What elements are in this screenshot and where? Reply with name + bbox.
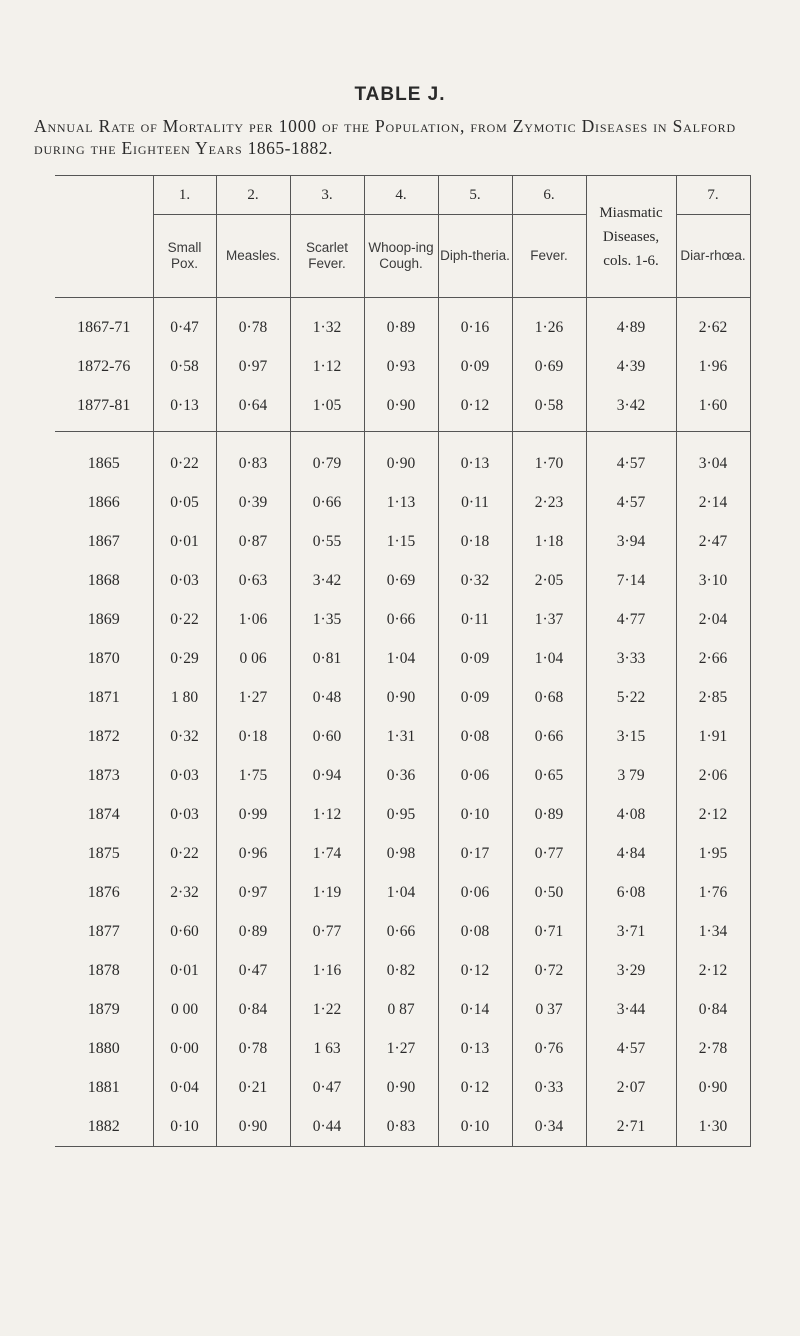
row-year: 1870: [55, 639, 153, 678]
rate-cell: 0·78: [216, 1029, 290, 1068]
rate-cell: 0·83: [216, 432, 290, 484]
rate-cell: 0·03: [153, 795, 216, 834]
table-heading: TABLE J.: [354, 84, 446, 105]
rate-cell: 0·66: [290, 483, 364, 522]
row-year: 1865: [55, 432, 153, 484]
rate-cell: 0·47: [290, 1068, 364, 1107]
rate-cell: 0·13: [438, 1029, 512, 1068]
rate-cell: 3·15: [586, 717, 676, 756]
rate-cell: 1·04: [512, 639, 586, 678]
rate-cell: 1·31: [364, 717, 438, 756]
rate-cell: 1·75: [216, 756, 290, 795]
small-pox-header: Small Pox.: [153, 215, 216, 298]
rate-cell: 1·37: [512, 600, 586, 639]
rate-cell: 0·03: [153, 756, 216, 795]
rate-cell: 3 79: [586, 756, 676, 795]
rate-cell: 4·39: [586, 347, 676, 386]
whooping-cough-header: Whoop-ing Cough.: [364, 215, 438, 298]
rate-cell: 0·58: [512, 386, 586, 432]
rate-cell: 0·82: [364, 951, 438, 990]
rate-cell: 0·72: [512, 951, 586, 990]
rate-cell: 0·14: [438, 990, 512, 1029]
row-year: 1872-76: [55, 347, 153, 386]
rate-cell: 4·57: [586, 432, 676, 484]
table-row: [55, 1107, 750, 1147]
miasmatic-label-line1: Miasmatic: [599, 204, 663, 221]
rate-cell: 2·85: [676, 678, 750, 717]
rate-cell: 1·19: [290, 873, 364, 912]
rate-cell: 2·23: [512, 483, 586, 522]
rate-cell: 0·89: [216, 912, 290, 951]
rate-cell: 3·33: [586, 639, 676, 678]
rate-cell: 0·10: [438, 1107, 512, 1147]
rate-cell: 1·35: [290, 600, 364, 639]
rate-cell: 0·34: [512, 1107, 586, 1147]
rate-cell: 0·22: [153, 432, 216, 484]
rate-cell: 1·30: [676, 1107, 750, 1147]
miasmatic-label-line2: Diseases,: [602, 228, 660, 245]
row-year: 1869: [55, 600, 153, 639]
rate-cell: 3·42: [586, 386, 676, 432]
rate-cell: 0·32: [153, 717, 216, 756]
rate-cell: 2·12: [676, 795, 750, 834]
rate-cell: 0·12: [438, 951, 512, 990]
column-number: 6.: [512, 176, 586, 215]
row-year: 1879: [55, 990, 153, 1029]
rate-cell: 0·10: [153, 1107, 216, 1147]
rate-cell: 3·44: [586, 990, 676, 1029]
rate-cell: 5·22: [586, 678, 676, 717]
table-row: [55, 347, 750, 386]
table-row: [55, 795, 750, 834]
rate-cell: 1·16: [290, 951, 364, 990]
rate-cell: 1·06: [216, 600, 290, 639]
rate-cell: 1·13: [364, 483, 438, 522]
table-row: [55, 1068, 750, 1107]
rate-cell: 0 37: [512, 990, 586, 1029]
caption-text: Annual Rate of Mortality per 1000 of the Population, from Zymotic Diseases in Salford during the Eighteen Years: [34, 116, 736, 158]
rate-cell: 4·84: [586, 834, 676, 873]
rate-cell: 0·71: [512, 912, 586, 951]
scarlet-fever-header: Scarlet Fever.: [290, 215, 364, 298]
table-row: [55, 990, 750, 1029]
rate-cell: 0·04: [153, 1068, 216, 1107]
rate-cell: 0·93: [364, 347, 438, 386]
table-caption: [34, 115, 774, 159]
rate-cell: 0·44: [290, 1107, 364, 1147]
rate-cell: 1·04: [364, 639, 438, 678]
rate-cell: 1·22: [290, 990, 364, 1029]
rate-cell: 3·42: [290, 561, 364, 600]
rate-cell: 0·90: [364, 1068, 438, 1107]
row-year: 1882: [55, 1107, 153, 1147]
rate-cell: 0·79: [290, 432, 364, 484]
rate-cell: 0·96: [216, 834, 290, 873]
rate-cell: 1 80: [153, 678, 216, 717]
table-row: [55, 600, 750, 639]
rate-cell: 0·94: [290, 756, 364, 795]
rate-cell: 0·32: [438, 561, 512, 600]
rate-cell: 0·66: [364, 912, 438, 951]
rate-cell: 2·12: [676, 951, 750, 990]
rate-cell: 0·01: [153, 522, 216, 561]
table-row: [55, 522, 750, 561]
rate-cell: 2·62: [676, 298, 750, 348]
period-averages-section: [55, 298, 750, 432]
diarrhoea-header: Diar-rhœa.: [676, 215, 750, 298]
rate-cell: 0·06: [438, 756, 512, 795]
rate-cell: 0·08: [438, 912, 512, 951]
row-year: 1867: [55, 522, 153, 561]
rate-cell: 1·12: [290, 347, 364, 386]
row-year: 1875: [55, 834, 153, 873]
rate-cell: 0·64: [216, 386, 290, 432]
row-year: 1867-71: [55, 298, 153, 348]
rate-cell: 0·05: [153, 483, 216, 522]
rate-cell: 0·06: [438, 873, 512, 912]
rate-cell: 2·04: [676, 600, 750, 639]
rate-cell: 0·22: [153, 834, 216, 873]
rate-cell: 1·15: [364, 522, 438, 561]
rate-cell: 0·84: [676, 990, 750, 1029]
rate-cell: 0·77: [290, 912, 364, 951]
rate-cell: 0·13: [438, 432, 512, 484]
rate-cell: 0·08: [438, 717, 512, 756]
rate-cell: 0·77: [512, 834, 586, 873]
rate-cell: 0·87: [216, 522, 290, 561]
rate-cell: 1·74: [290, 834, 364, 873]
rate-cell: 4·57: [586, 483, 676, 522]
rate-cell: 2·06: [676, 756, 750, 795]
rate-cell: 0·11: [438, 600, 512, 639]
rate-cell: 0·39: [216, 483, 290, 522]
rate-cell: 0·90: [676, 1068, 750, 1107]
rate-cell: 0 00: [153, 990, 216, 1029]
table-row: [55, 298, 750, 348]
rate-cell: 0·89: [364, 298, 438, 348]
table-row: [55, 432, 750, 484]
rate-cell: 1·91: [676, 717, 750, 756]
row-year: 1880: [55, 1029, 153, 1068]
rate-cell: 0·58: [153, 347, 216, 386]
row-year: 1877: [55, 912, 153, 951]
rate-cell: 0·13: [153, 386, 216, 432]
rate-cell: 7·14: [586, 561, 676, 600]
rate-cell: 2·05: [512, 561, 586, 600]
rate-cell: 0·60: [153, 912, 216, 951]
table-row: [55, 386, 750, 432]
table-row: [55, 1029, 750, 1068]
table-row: [55, 873, 750, 912]
row-year: 1876: [55, 873, 153, 912]
rate-cell: 0·00: [153, 1029, 216, 1068]
fever-header: Fever.: [512, 215, 586, 298]
rate-cell: 1·04: [364, 873, 438, 912]
rate-cell: 2·14: [676, 483, 750, 522]
table-row: [55, 951, 750, 990]
rate-cell: 0·66: [512, 717, 586, 756]
column-number: 5.: [438, 176, 512, 215]
rate-cell: 0·50: [512, 873, 586, 912]
miasmatic-diseases-header: [586, 176, 676, 298]
rate-cell: 1·60: [676, 386, 750, 432]
rate-cell: 0·97: [216, 347, 290, 386]
mortality-table: [55, 175, 751, 1147]
rate-cell: 0·55: [290, 522, 364, 561]
rate-cell: 0·69: [512, 347, 586, 386]
table-row: [55, 561, 750, 600]
rate-cell: 0·66: [364, 600, 438, 639]
row-year: 1877-81: [55, 386, 153, 432]
rate-cell: 0·78: [216, 298, 290, 348]
table-row: [55, 756, 750, 795]
rate-cell: 2·47: [676, 522, 750, 561]
rate-cell: 2·71: [586, 1107, 676, 1147]
caption-years: 1865-1882.: [247, 138, 333, 158]
rate-cell: 0·63: [216, 561, 290, 600]
rate-cell: 0·03: [153, 561, 216, 600]
rate-cell: 0·11: [438, 483, 512, 522]
rate-cell: 0·21: [216, 1068, 290, 1107]
column-number-row: [55, 176, 750, 215]
rate-cell: 1·27: [364, 1029, 438, 1068]
rate-cell: 3·94: [586, 522, 676, 561]
rate-cell: 0·09: [438, 639, 512, 678]
table-row: [55, 717, 750, 756]
rate-cell: 1·95: [676, 834, 750, 873]
rate-cell: 0·01: [153, 951, 216, 990]
rate-cell: 0·18: [438, 522, 512, 561]
row-year: 1874: [55, 795, 153, 834]
table-row: [55, 483, 750, 522]
miasmatic-label-line3: cols. 1-6.: [603, 252, 659, 269]
row-year: 1866: [55, 483, 153, 522]
rate-cell: 1·70: [512, 432, 586, 484]
table-row: [55, 834, 750, 873]
rate-cell: 0·12: [438, 386, 512, 432]
rate-cell: 0·84: [216, 990, 290, 1029]
rate-cell: 0·89: [512, 795, 586, 834]
rate-cell: 0·68: [512, 678, 586, 717]
rate-cell: 0·90: [364, 432, 438, 484]
rate-cell: 1·34: [676, 912, 750, 951]
rate-cell: 0·18: [216, 717, 290, 756]
rate-cell: 4·89: [586, 298, 676, 348]
column-number: 7.: [676, 176, 750, 215]
rate-cell: 0·90: [216, 1107, 290, 1147]
rate-cell: 1·26: [512, 298, 586, 348]
table-row: [55, 912, 750, 951]
diphtheria-header: Diph-theria.: [438, 215, 512, 298]
rate-cell: 0·76: [512, 1029, 586, 1068]
rate-cell: 0·33: [512, 1068, 586, 1107]
table-header: [55, 176, 750, 298]
rate-cell: 1 63: [290, 1029, 364, 1068]
row-year: 1878: [55, 951, 153, 990]
rate-cell: 1·32: [290, 298, 364, 348]
column-number: 1.: [153, 176, 216, 215]
rate-cell: 0·47: [216, 951, 290, 990]
rate-cell: 6·08: [586, 873, 676, 912]
row-year: 1873: [55, 756, 153, 795]
year-column-header: [55, 176, 153, 298]
rate-cell: 0·17: [438, 834, 512, 873]
rate-cell: 0·98: [364, 834, 438, 873]
row-year: 1871: [55, 678, 153, 717]
rate-cell: 0·36: [364, 756, 438, 795]
rate-cell: 0·95: [364, 795, 438, 834]
rate-cell: 0·12: [438, 1068, 512, 1107]
rate-cell: 2·78: [676, 1029, 750, 1068]
rate-cell: 0·48: [290, 678, 364, 717]
rate-cell: 3·04: [676, 432, 750, 484]
rate-cell: 0·90: [364, 678, 438, 717]
rate-cell: 0·09: [438, 678, 512, 717]
column-number: 4.: [364, 176, 438, 215]
row-year: 1868: [55, 561, 153, 600]
rate-cell: 0·10: [438, 795, 512, 834]
rate-cell: 1·76: [676, 873, 750, 912]
rate-cell: 0·29: [153, 639, 216, 678]
column-number: 2.: [216, 176, 290, 215]
rate-cell: 0 87: [364, 990, 438, 1029]
row-year: 1881: [55, 1068, 153, 1107]
row-year: 1872: [55, 717, 153, 756]
rate-cell: 0·83: [364, 1107, 438, 1147]
rate-cell: 0·97: [216, 873, 290, 912]
rate-cell: 0·69: [364, 561, 438, 600]
rate-cell: 0·65: [512, 756, 586, 795]
rate-cell: 0·81: [290, 639, 364, 678]
rate-cell: 0·47: [153, 298, 216, 348]
column-number: 3.: [290, 176, 364, 215]
rate-cell: 1·12: [290, 795, 364, 834]
rate-cell: 4·57: [586, 1029, 676, 1068]
rate-cell: 3·29: [586, 951, 676, 990]
rate-cell: 2·07: [586, 1068, 676, 1107]
rate-cell: 0·90: [364, 386, 438, 432]
rate-cell: 1·96: [676, 347, 750, 386]
rate-cell: 3·71: [586, 912, 676, 951]
rate-cell: 1·05: [290, 386, 364, 432]
rate-cell: 0·99: [216, 795, 290, 834]
rate-cell: 2·66: [676, 639, 750, 678]
rate-cell: 0·09: [438, 347, 512, 386]
rate-cell: 2·32: [153, 873, 216, 912]
rate-cell: 3·10: [676, 561, 750, 600]
rate-cell: 1·27: [216, 678, 290, 717]
rate-cell: 0·22: [153, 600, 216, 639]
annual-rates-section: [55, 432, 750, 1147]
rate-cell: 0·60: [290, 717, 364, 756]
table-row: [55, 639, 750, 678]
rate-cell: 4·77: [586, 600, 676, 639]
rate-cell: 0 06: [216, 639, 290, 678]
measles-header: Measles.: [216, 215, 290, 298]
rate-cell: 1·18: [512, 522, 586, 561]
rate-cell: 0·16: [438, 298, 512, 348]
table-row: [55, 678, 750, 717]
rate-cell: 4·08: [586, 795, 676, 834]
